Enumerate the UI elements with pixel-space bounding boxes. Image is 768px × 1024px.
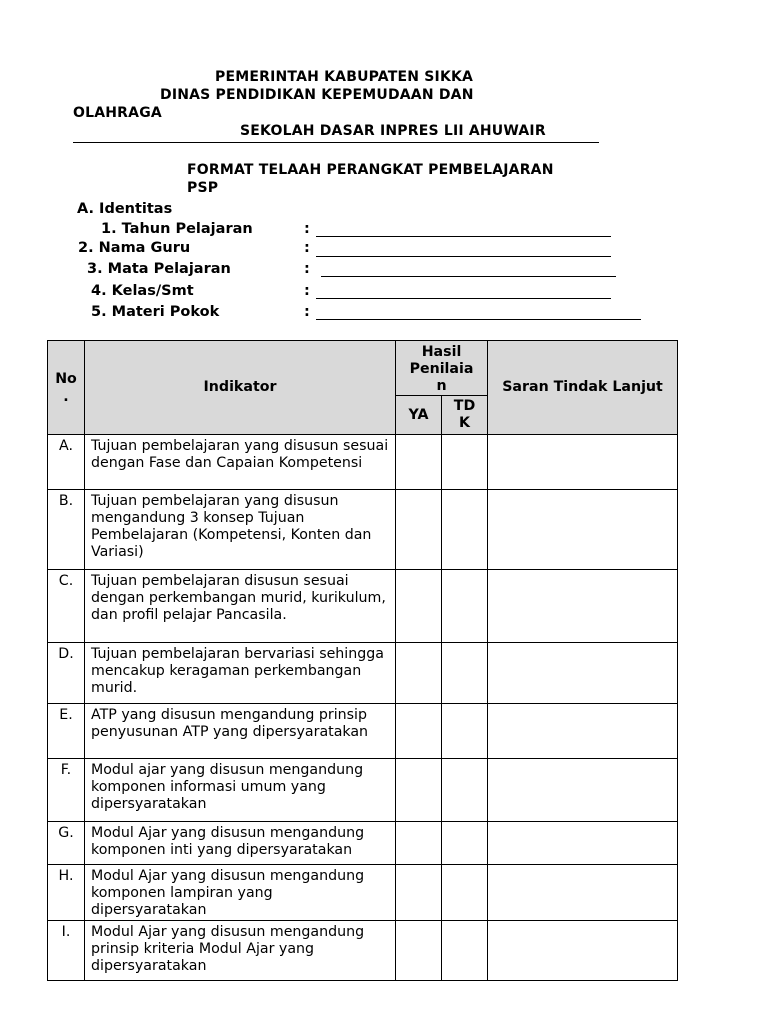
cell-tdk[interactable] (442, 704, 488, 759)
field-label-materi-pokok: 5. Materi Pokok (91, 304, 220, 320)
cell-ya[interactable] (396, 865, 442, 921)
row-number: E. (48, 704, 85, 759)
identity-heading: A. Identitas (77, 201, 173, 217)
table-row (48, 921, 678, 981)
cell-saran[interactable] (488, 435, 678, 490)
row-indicator (85, 435, 396, 490)
header-divider (73, 142, 599, 143)
cell-tdk[interactable] (442, 865, 488, 921)
cell-ya[interactable] (396, 822, 442, 865)
cell-tdk[interactable] (442, 435, 488, 490)
field-colon: : (304, 261, 310, 277)
form-title-line-1: FORMAT TELAAH PERANGKAT PEMBELAJARAN (187, 162, 554, 178)
row-indicator (85, 570, 396, 643)
row-number: F. (48, 759, 85, 822)
assessment-table (47, 340, 678, 981)
field-colon: : (304, 283, 310, 299)
cell-saran[interactable] (488, 570, 678, 643)
indicator-text: Tujuan pembelajaran disusun sesuai dengan perkembangan murid, kurikulum, dan profil pelajar Pancasila. (91, 573, 386, 623)
cell-ya[interactable] (396, 570, 442, 643)
indicator-text: Modul Ajar yang disusun mengandung komponen inti yang dipersyaratakan (91, 825, 365, 858)
cell-tdk[interactable] (442, 643, 488, 704)
table-row (48, 435, 678, 490)
row-indicator (85, 704, 396, 759)
row-number: I. (48, 921, 85, 981)
cell-saran[interactable] (488, 643, 678, 704)
indicator-text: Modul ajar yang disusun mengandung komponen informasi umum yang dipersyaratakan (91, 762, 364, 812)
header-line-2: DINAS PENDIDIKAN KEPEMUDAAN DAN (160, 87, 474, 103)
row-indicator (85, 490, 396, 570)
row-number: G. (48, 822, 85, 865)
row-number: A. (48, 435, 85, 490)
header-line-3: OLAHRAGA (73, 105, 162, 121)
field-line-materi-pokok[interactable] (316, 319, 641, 320)
cell-ya[interactable] (396, 759, 442, 822)
indicator-text: Tujuan pembelajaran yang disusun sesuai dengan Fase dan Capaian Kompetensi (91, 438, 389, 471)
cell-saran[interactable] (488, 490, 678, 570)
header-indikator: Indikator (85, 341, 396, 435)
field-colon: : (304, 304, 310, 320)
indicator-text: Modul Ajar yang disusun mengandung prinsip kriteria Modul Ajar yang dipersyaratakan (91, 924, 365, 974)
row-indicator (85, 643, 396, 704)
indicator-text: ATP yang disusun mengandung prinsip penyusunan ATP yang dipersyaratakan (91, 707, 369, 740)
table-row (48, 490, 678, 570)
cell-saran[interactable] (488, 759, 678, 822)
cell-ya[interactable] (396, 921, 442, 981)
field-label-mata-pelajaran: 3. Mata Pelajaran (87, 261, 231, 277)
field-colon: : (304, 221, 310, 237)
header-no: No . (48, 341, 85, 435)
cell-tdk[interactable] (442, 921, 488, 981)
field-line-kelas-smt[interactable] (316, 298, 611, 299)
cell-tdk[interactable] (442, 490, 488, 570)
cell-ya[interactable] (396, 643, 442, 704)
header-tdk: TD K (442, 396, 488, 435)
row-indicator (85, 921, 396, 981)
indicator-text: Tujuan pembelajaran bervariasi sehingga mencakup keragaman perkembangan murid. (91, 646, 384, 696)
header-saran: Saran Tindak Lanjut (488, 341, 678, 435)
row-indicator (85, 759, 396, 822)
row-number: C. (48, 570, 85, 643)
row-number: D. (48, 643, 85, 704)
cell-saran[interactable] (488, 865, 678, 921)
field-line-nama-guru[interactable] (316, 256, 611, 257)
header-ya: YA (396, 396, 442, 435)
school-name: SEKOLAH DASAR INPRES LII AHUWAIR (240, 123, 546, 139)
table-row (48, 704, 678, 759)
header-line-1: PEMERINTAH KABUPATEN SIKKA (215, 69, 474, 85)
cell-saran[interactable] (488, 704, 678, 759)
table-row (48, 643, 678, 704)
cell-tdk[interactable] (442, 759, 488, 822)
indicator-text: Modul Ajar yang disusun mengandung komponen lampiran yang dipersyaratakan (91, 868, 365, 918)
header-hasil-penilaian: Hasil Penilaia n (396, 341, 488, 396)
field-line-mata-pelajaran[interactable] (321, 276, 616, 277)
row-number: B. (48, 490, 85, 570)
cell-ya[interactable] (396, 435, 442, 490)
cell-saran[interactable] (488, 921, 678, 981)
field-line-tahun-pelajaran[interactable] (316, 236, 611, 237)
row-indicator (85, 822, 396, 865)
cell-tdk[interactable] (442, 570, 488, 643)
indicator-text: Tujuan pembelajaran yang disusun mengandung 3 konsep Tujuan Pembelajaran (Kompetensi, Konten dan Variasi) (91, 493, 372, 560)
field-colon: : (304, 240, 310, 256)
field-label-tahun-pelajaran: 1. Tahun Pelajaran (101, 221, 253, 237)
row-indicator (85, 865, 396, 921)
table-row (48, 865, 678, 921)
field-label-nama-guru: 2. Nama Guru (78, 240, 191, 256)
cell-ya[interactable] (396, 704, 442, 759)
table-row (48, 570, 678, 643)
cell-ya[interactable] (396, 490, 442, 570)
form-title-line-2: PSP (187, 180, 219, 196)
table-row (48, 759, 678, 822)
cell-tdk[interactable] (442, 822, 488, 865)
cell-saran[interactable] (488, 822, 678, 865)
row-number: H. (48, 865, 85, 921)
field-label-kelas-smt: 4. Kelas/Smt (91, 283, 194, 299)
table-row (48, 822, 678, 865)
